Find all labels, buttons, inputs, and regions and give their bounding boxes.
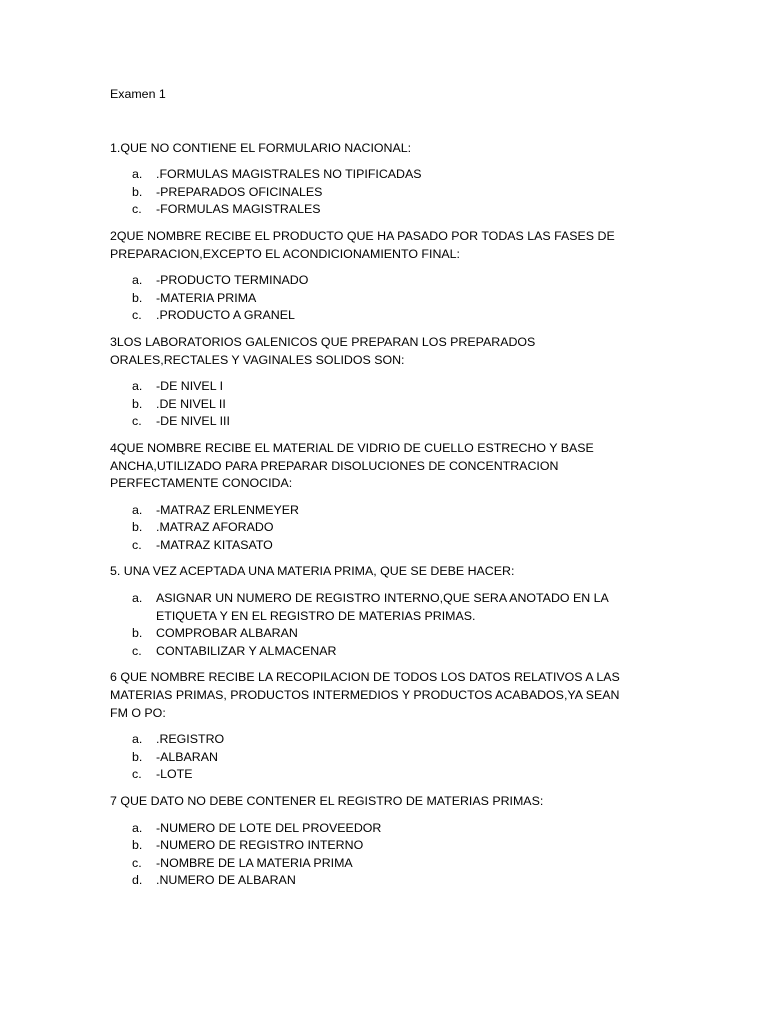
option-list	[110, 502, 622, 555]
option-letter: a.	[132, 591, 143, 606]
option-letter: c.	[132, 308, 142, 323]
option-text: .MATRAZ AFORADO	[156, 520, 274, 535]
option-text: CONTABILIZAR Y ALMACENAR	[156, 643, 337, 658]
option-text: -DE NIVEL I	[156, 379, 224, 394]
document-title: Examen 1	[110, 87, 166, 101]
option-letter: b.	[132, 396, 143, 411]
option-item	[110, 184, 622, 202]
option-list	[110, 166, 622, 219]
option-item	[110, 502, 622, 520]
option-letter: a.	[132, 732, 143, 747]
option-letter: c.	[132, 537, 142, 552]
option-letter: b.	[132, 626, 143, 641]
option-letter: c.	[132, 414, 142, 429]
option-letter: d.	[132, 873, 143, 888]
option-letter: b.	[132, 184, 143, 199]
option-text: COMPROBAR ALBARAN	[156, 626, 298, 641]
option-letter: a.	[132, 820, 143, 835]
option-text: -PREPARADOS OFICINALES	[156, 184, 323, 199]
option-list	[110, 378, 622, 431]
option-letter: c.	[132, 767, 142, 782]
option-letter: a.	[132, 379, 143, 394]
option-item	[110, 519, 622, 537]
option-item	[110, 378, 622, 396]
question-list	[110, 140, 668, 890]
option-letter: b.	[132, 838, 143, 853]
option-text: -MATERIA PRIMA	[156, 290, 257, 305]
option-letter: b.	[132, 520, 143, 535]
option-list	[110, 820, 622, 890]
option-text: -NUMERO DE LOTE DEL PROVEEDOR	[156, 820, 382, 835]
option-item	[110, 749, 622, 767]
option-text: -MATRAZ KITASATO	[156, 537, 273, 552]
option-letter: b.	[132, 749, 143, 764]
option-text: -NOMBRE DE LA MATERIA PRIMA	[156, 855, 353, 870]
option-text: .FORMULAS MAGISTRALES NO TIPIFICADAS	[156, 167, 422, 182]
option-item	[110, 643, 622, 661]
option-letter: b.	[132, 290, 143, 305]
question-5: 5. UNA VEZ ACEPTADA UNA MATERIA PRIMA, QUE SE DEBE HACER:	[110, 564, 515, 579]
option-letter: a.	[132, 502, 143, 517]
option-text: -FORMULAS MAGISTRALES	[156, 202, 321, 217]
option-text: -MATRAZ ERLENMEYER	[156, 502, 299, 517]
option-item	[110, 590, 622, 625]
option-text: -PRODUCTO TERMINADO	[156, 273, 309, 288]
question-1: 1.QUE NO CONTIENE EL FORMULARIO NACIONAL:	[110, 140, 412, 155]
option-list	[110, 590, 622, 660]
option-item	[110, 166, 622, 184]
option-text: -LOTE	[156, 767, 193, 782]
question-2: 2QUE NOMBRE RECIBE EL PRODUCTO QUE HA PASADO POR TODAS LAS FASES DE PREPARACION,EXCEPTO EL ACONDICIONAMIENTO FINAL:	[110, 228, 615, 261]
option-item	[110, 290, 622, 308]
option-text: .NUMERO DE ALBARAN	[156, 873, 296, 888]
option-list	[110, 731, 622, 784]
option-item	[110, 537, 622, 555]
option-item	[110, 766, 622, 784]
option-text: .REGISTRO	[156, 732, 225, 747]
option-letter: c.	[132, 855, 142, 870]
question-4: 4QUE NOMBRE RECIBE EL MATERIAL DE VIDRIO DE CUELLO ESTRECHO Y BASE ANCHA,UTILIZADO PARA PREPARAR DISOLUCIONES DE CONCENTRACION PERFECTAMENTE CONOCIDA:	[110, 440, 594, 491]
option-item	[110, 272, 622, 290]
option-letter: a.	[132, 273, 143, 288]
option-text: .DE NIVEL II	[156, 396, 226, 411]
option-item	[110, 201, 622, 219]
option-item	[110, 855, 622, 873]
option-letter: a.	[132, 167, 143, 182]
option-letter: c.	[132, 202, 142, 217]
question-6: 6 QUE NOMBRE RECIBE LA RECOPILACION DE TODOS LOS DATOS RELATIVOS A LAS MATERIAS PRIMAS, PRODUCTOS INTERMEDIOS Y PRODUCTOS ACABADOS,YA SEAN FM O PO:	[110, 670, 620, 720]
question-7: 7 QUE DATO NO DEBE CONTENER EL REGISTRO DE MATERIAS PRIMAS:	[110, 794, 544, 808]
option-list	[110, 272, 622, 325]
option-text: -NUMERO DE REGISTRO INTERNO	[156, 838, 364, 853]
option-item	[110, 820, 622, 838]
option-item	[110, 872, 622, 890]
question-3: 3LOS LABORATORIOS GALENICOS QUE PREPARAN LOS PREPARADOS ORALES,RECTALES Y VAGINALES SOLIDOS SON:	[110, 334, 536, 367]
option-item	[110, 625, 622, 643]
option-item	[110, 413, 622, 431]
option-item	[110, 837, 622, 855]
option-item	[110, 396, 622, 414]
option-letter: c.	[132, 643, 142, 658]
option-text: -DE NIVEL III	[156, 414, 230, 429]
option-text: ASIGNAR UN NUMERO DE REGISTRO INTERNO,QUE SERA ANOTADO EN LA ETIQUETA Y EN EL REGISTRO DE MATERIAS PRIMAS.	[156, 591, 609, 623]
option-item	[110, 731, 622, 749]
option-text: .PRODUCTO A GRANEL	[156, 308, 295, 323]
option-text: -ALBARAN	[156, 749, 218, 764]
option-item	[110, 307, 622, 325]
